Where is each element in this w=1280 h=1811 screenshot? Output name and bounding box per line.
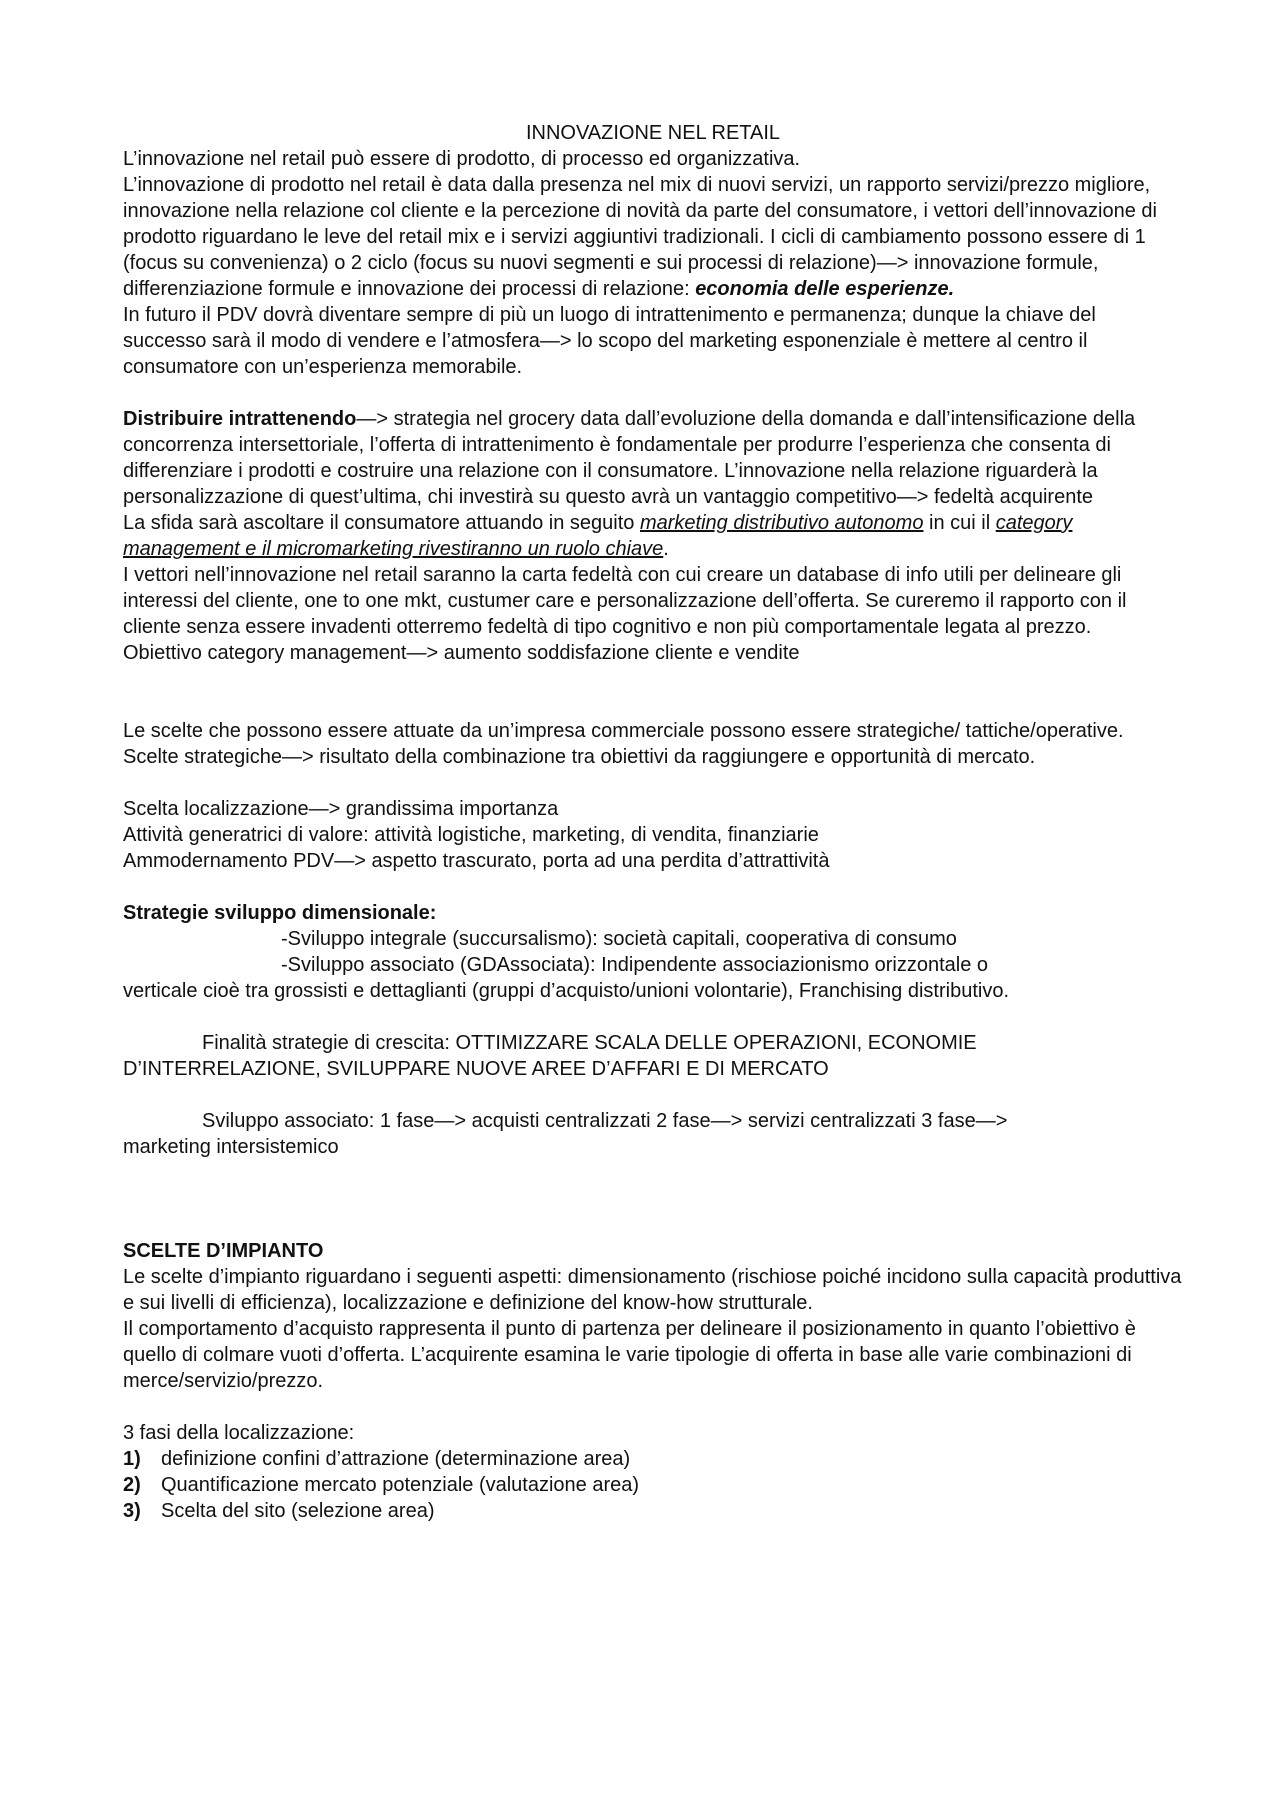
paragraph-comportamento: Il comportamento d’acquisto rappresenta il punto di partenza per delineare il posizionamento in quanto l’obiettivo è quello di colmare vuoti d’offerta. L’acquirente esamina le varie tipologie di offerta in base alle varie combinazioni di merce/servizio/prezzo. — [123, 1318, 1136, 1392]
spacer — [123, 874, 1183, 900]
heading-scelte-impianto-text: SCELTE D’IMPIANTO — [123, 1240, 324, 1262]
document-page — [123, 120, 1183, 1524]
spacer — [123, 1004, 1183, 1030]
line-attivita: Attività generatrici di valore: attività logistiche, marketing, di vendita, finanziarie — [123, 824, 819, 846]
list-number: 1) — [123, 1448, 141, 1470]
paragraph-product-innovation — [123, 172, 1183, 302]
line-fasi-intro: 3 fasi della localizzazione: — [123, 1422, 355, 1444]
spacer — [123, 666, 1183, 718]
term-distribuire-intrattenendo: Distribuire intrattenendo — [123, 408, 357, 430]
spacer — [123, 1394, 1183, 1420]
heading-scelte-impianto — [123, 1238, 1183, 1264]
line-localizzazione: Scelta localizzazione—> grandissima importanza — [123, 798, 559, 820]
line-sviluppo-fasi-cont: marketing intersistemico — [123, 1136, 339, 1158]
spacer — [123, 1082, 1183, 1108]
paragraph-distribuire — [123, 406, 1183, 510]
paragraph-scelte-strategiche: Le scelte che possono essere attuate da un’impresa commerciale possono essere strategiche/ tattiche/operative. Scelte strategiche—> risultato della combinazione tra obiettivi da raggiungere e opportunità di mercato. — [123, 720, 1124, 768]
list-item — [123, 1498, 1183, 1524]
text-span: L’innovazione di prodotto nel retail è data dalla presenza nel mix di nuovi servizi, un rapporto servizi/prezzo migliore, innovazione nella relazione col cliente e la percezione di novità da parte del consumatore, i vettori dell’innovazione di prodotto riguardano le leve del retail mix e i servizi aggiuntivi tradizionali. I cicli di cambiamento possono essere di 1 (focus su convenienza) o 2 ciclo (focus su nuovi segmenti e sui processi di relazione)—> innovazione formule, differenziazione formule e innovazione dei processi di relazione: — [123, 174, 1157, 300]
document-title: INNOVAZIONE NEL RETAIL — [525, 122, 781, 144]
list-item — [123, 1446, 1183, 1472]
paragraph-vettori: I vettori nell’innovazione nel retail saranno la carta fedeltà con cui creare un database di info utili per delineare gli interessi del cliente, one to one mkt, custumer care e personalizzazione dell’offerta. Se cureremo il rapporto con il cliente senza essere invadenti otterremo fedeltà di tipo cognitivo e non più comportamentale legata al prezzo. — [123, 564, 1127, 638]
paragraph-future-pdv: In futuro il PDV dovrà diventare sempre di più un luogo di intrattenimento e permanenza; dunque la chiave del successo sarà il modo di vendere e l’atmosfera—> lo scopo del marketing esponenziale è mettere al centro il consumatore con un’esperienza memorabile. — [123, 304, 1096, 378]
spacer — [123, 770, 1183, 796]
paragraph-obiettivo: Obiettivo category management—> aumento soddisfazione cliente e vendite — [123, 642, 800, 664]
list-number: 3) — [123, 1500, 141, 1522]
heading-strategie-text: Strategie sviluppo dimensionale: — [123, 902, 437, 924]
spacer — [123, 380, 1183, 406]
underlined-marketing-distributivo: marketing distributivo autonomo — [639, 512, 924, 534]
paragraph-intro: L’innovazione nel retail può essere di prodotto, di processo ed organizzativa. — [123, 148, 801, 170]
text-span: La sfida sarà ascoltare il consumatore attuando in seguito — [123, 512, 640, 534]
underlined-category-management: category management e il micromarketing rivestiranno un ruolo chiave — [123, 512, 1073, 560]
line-finalita-cont: D’INTERRELAZIONE, SVILUPPARE NUOVE AREE D’AFFARI E DI MERCATO — [123, 1058, 829, 1080]
text-span: . — [663, 538, 669, 560]
list-item — [123, 1472, 1183, 1498]
line-ammodernamento: Ammodernamento PDV—> aspetto trascurato, porta ad una perdita d’attrattività — [123, 850, 830, 872]
emphasis-experience-economy: economia delle esperienze. — [695, 278, 955, 300]
paragraph-scelte-impianto: Le scelte d’impianto riguardano i seguenti aspetti: dimensionamento (rischiose poiché incidono sulla capacità produttiva e sui livelli di efficienza), localizzazione e definizione del know-how strutturale. — [123, 1266, 1182, 1314]
line-sviluppo-associato-cont: verticale cioè tra grossisti e dettaglianti (gruppi d’acquisto/unioni volontarie), Franchising distributivo. — [123, 980, 1009, 1002]
list-text: Quantificazione mercato potenziale (valutazione area) — [161, 1474, 640, 1496]
paragraph-sfida — [123, 510, 1183, 562]
line-sviluppo-fasi: Sviluppo associato: 1 fase—> acquisti centralizzati 2 fase—> servizi centralizzati 3 fase—> — [202, 1110, 1008, 1132]
list-text: definizione confini d’attrazione (determinazione area) — [161, 1448, 631, 1470]
list-text: Scelta del sito (selezione area) — [161, 1500, 435, 1522]
line-sviluppo-associato: -Sviluppo associato (GDAssociata): Indipendente associazionismo orizzontale o — [281, 954, 989, 976]
list-number: 2) — [123, 1474, 141, 1496]
spacer — [123, 1160, 1183, 1238]
line-sviluppo-integrale: -Sviluppo integrale (succursalismo): società capitali, cooperativa di consumo — [281, 928, 957, 950]
heading-strategie — [123, 900, 1183, 926]
line-finalita: Finalità strategie di crescita: OTTIMIZZARE SCALA DELLE OPERAZIONI, ECONOMIE — [202, 1032, 977, 1054]
text-span: —> strategia nel grocery data dall’evoluzione della domanda e dall’intensificazione della concorrenza intersettoriale, l’offerta di intrattenimento è fondamentale per produrre l’esperienza che consenta di differenziare i prodotti e costruire una relazione con il consumatore. L’innovazione nella relazione riguarderà la personalizzazione di quest’ultima, chi investirà su questo avrà un vantaggio competitivo—> fedeltà acquirente — [123, 408, 1136, 508]
text-span: in cui il — [923, 512, 996, 534]
